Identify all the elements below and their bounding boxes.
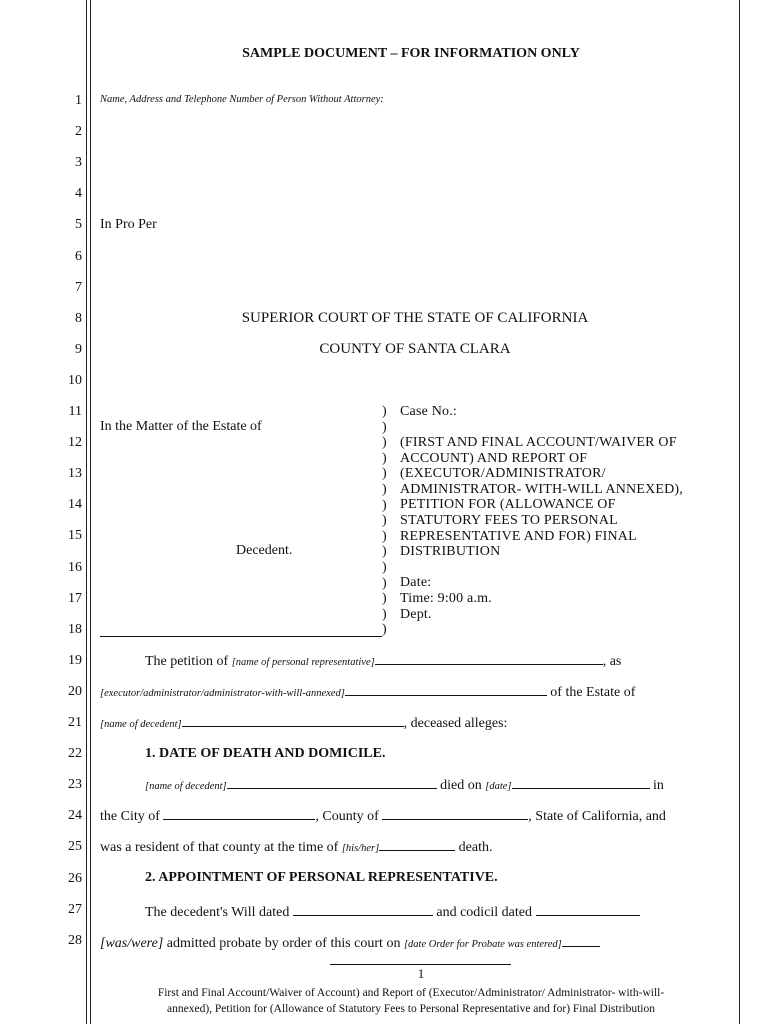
line-number: 18: [68, 621, 82, 637]
pleading-title-line: REPRESENTATIVE AND FOR) FINAL: [400, 528, 637, 544]
line-24: the City of , County of , State of California, and: [100, 806, 666, 825]
estate-matter: In the Matter of the Estate of: [100, 419, 262, 434]
line-number: 3: [75, 155, 82, 171]
caption-paren: ): [382, 404, 387, 419]
line-number: 28: [68, 932, 82, 948]
page-title: SAMPLE DOCUMENT – FOR INFORMATION ONLY: [242, 46, 580, 61]
caption-paren: ): [382, 435, 387, 451]
caption-bottom-rule: [100, 636, 382, 637]
line-number: 16: [68, 559, 82, 575]
line-27: The decedent's Will dated and codicil dated: [145, 902, 640, 921]
in-pro-per: In Pro Per: [100, 217, 157, 232]
caption-paren: ): [382, 622, 387, 638]
caption-paren: ): [382, 513, 387, 529]
hearing-time: Time: 9:00 a.m.: [400, 591, 492, 606]
line-number: 1: [75, 93, 82, 108]
line-number: 22: [68, 746, 82, 762]
line-23: [name of decedent] died on [date] in: [145, 775, 664, 794]
left-margin-rule-outer: [86, 0, 87, 1024]
pleading-title-line: ACCOUNT) AND REPORT OF: [400, 450, 588, 466]
right-margin-rule: [739, 0, 740, 1024]
court-name: SUPERIOR COURT OF THE STATE OF CALIFORNIA: [241, 310, 589, 326]
page-number: 1: [417, 966, 425, 981]
line-number: 12: [68, 435, 82, 451]
line-number: 15: [68, 528, 82, 544]
attorney-label: Name, Address and Telephone Number of Person Without Attorney:: [100, 94, 384, 105]
pleading-title-line: (FIRST AND FINAL ACCOUNT/WAIVER OF: [400, 435, 677, 450]
line-number: 7: [75, 279, 82, 295]
caption-paren: ): [382, 544, 387, 560]
pleading-title-line: (EXECUTOR/ADMINISTRATOR/: [400, 466, 606, 482]
caption-paren: ): [382, 575, 387, 591]
line-number: 6: [75, 248, 82, 264]
line-number: 14: [68, 497, 82, 513]
caption-paren: ): [382, 591, 387, 607]
caption-paren: ): [382, 466, 387, 482]
pleading-title-line: STATUTORY FEES TO PERSONAL: [400, 513, 618, 528]
line-number: 11: [68, 404, 82, 419]
caption-paren: ): [382, 419, 387, 435]
line-number: 23: [68, 777, 82, 793]
line-number: 4: [75, 186, 82, 202]
line-number: 5: [75, 217, 82, 233]
line-21: [name of decedent] , deceased alleges:: [100, 713, 507, 732]
line-number: 9: [75, 341, 82, 357]
left-margin-rule-inner: [90, 0, 91, 1024]
hearing-date: Date:: [400, 575, 432, 590]
line-number: 27: [68, 901, 82, 917]
caption-paren: ): [382, 528, 387, 544]
line-number: 24: [68, 808, 82, 824]
line-number: 20: [68, 683, 82, 699]
line-number: 2: [75, 124, 82, 140]
line-19: The petition of [name of personal representative] , as: [145, 651, 621, 670]
line-number: 25: [68, 839, 82, 855]
court-county: COUNTY OF SANTA CLARA: [319, 341, 511, 357]
line-25: was a resident of that county at the time of [his/her] death.: [100, 837, 493, 856]
footer-caption-2: annexed), Petition for (Allowance of Statutory Fees to Personal Representative and for) Final Distribution: [167, 1003, 655, 1015]
hearing-dept: Dept.: [400, 607, 432, 622]
pleading-title-line: PETITION FOR (ALLOWANCE OF: [400, 497, 616, 513]
caption-paren: ): [382, 497, 387, 513]
pleading-title-line: DISTRIBUTION: [400, 544, 501, 560]
line-20: [executor/administrator/administrator-with-will-annexed] of the Estate of: [100, 682, 635, 701]
line-number: 26: [68, 870, 82, 886]
line-number: 19: [68, 652, 82, 668]
section-2-heading: 2. APPOINTMENT OF PERSONAL REPRESENTATIVE.: [145, 870, 498, 885]
caption-paren: ): [382, 560, 387, 575]
caption-paren: ): [382, 482, 387, 497]
footer-caption-1: First and Final Account/Waiver of Account) and Report of (Executor/Administrator/ Administrator- with-will-: [157, 987, 665, 999]
line-number: 10: [68, 372, 82, 388]
pleading-title-line: ADMINISTRATOR- WITH-WILL ANNEXED),: [400, 481, 683, 497]
footer-rule: [330, 964, 511, 965]
caption-paren: ): [382, 606, 387, 622]
line-number: 13: [68, 466, 82, 482]
line-number: 21: [68, 715, 82, 730]
caption-paren: ): [382, 450, 387, 466]
section-1-heading: 1. DATE OF DEATH AND DOMICILE.: [145, 746, 386, 761]
case-number-label: Case No.:: [400, 404, 458, 419]
decedent-label: Decedent.: [236, 543, 293, 558]
line-number: 8: [75, 310, 82, 326]
line-28: [was/were] admitted probate by order of this court on [date Order for Probate was entered]: [100, 933, 600, 952]
line-number: 17: [68, 590, 82, 606]
